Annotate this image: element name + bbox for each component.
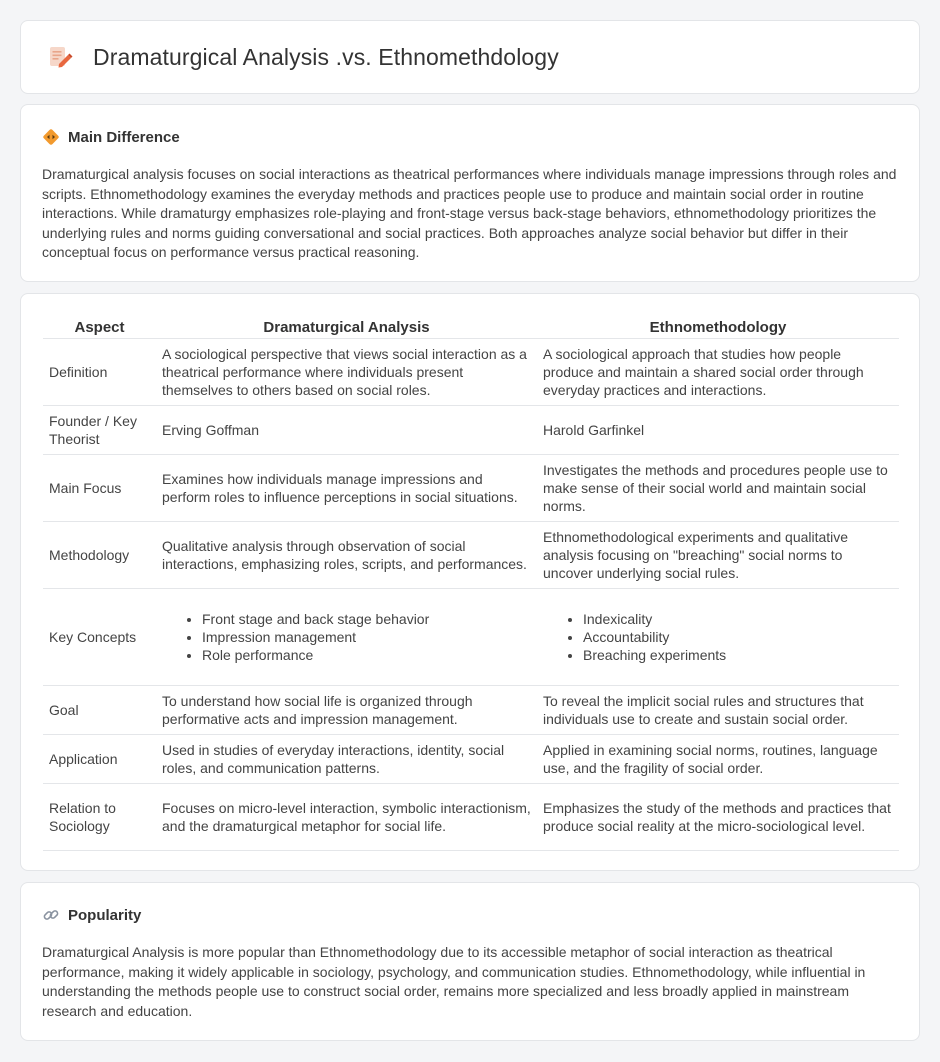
row-aspect: Goal — [43, 685, 156, 734]
popularity-section — [20, 882, 920, 1041]
main-difference-heading: Main Difference — [68, 128, 180, 146]
row-dramaturgical: Focuses on micro-level interaction, symbolic interactionism, and the dramaturgical metaphor for social life. — [156, 783, 537, 850]
row-aspect: Key Concepts — [43, 588, 156, 685]
row-ethnomethodology: A sociological approach that studies how people produce and maintain a shared social order through everyday practices and interactions. — [537, 338, 899, 405]
row-aspect: Definition — [43, 338, 156, 405]
header-ethnomethodology: Ethnomethodology — [649, 318, 787, 336]
list-item: • Role performance — [202, 646, 531, 664]
table-header-row — [43, 317, 899, 338]
row-aspect: Methodology — [43, 521, 156, 588]
row-aspect: Application — [43, 734, 156, 783]
row-dramaturgical: Used in studies of everyday interactions, identity, social roles, and communication patterns. — [156, 734, 537, 783]
header-aspect: Aspect — [74, 318, 125, 336]
header-dramaturgical: Dramaturgical Analysis — [263, 318, 430, 336]
document-pencil-icon — [47, 44, 73, 70]
row-ethnomethodology: To reveal the implicit social rules and structures that individuals use to create and sustain social order. — [537, 685, 899, 734]
row-dramaturgical: Qualitative analysis through observation of social interactions, emphasizing roles, scripts, and performances. — [156, 521, 537, 588]
row-ethnomethodology: Harold Garfinkel — [537, 405, 899, 454]
row-aspect: Founder / Key Theorist — [43, 405, 156, 454]
row-dramaturgical — [156, 588, 537, 685]
table-row — [43, 521, 899, 588]
list-item: • Front stage and back stage behavior — [202, 610, 531, 628]
link-icon — [42, 906, 60, 924]
row-ethnomethodology: Investigates the methods and procedures people use to make sense of their social world and maintain social norms. — [537, 454, 899, 521]
list-item: • Indexicality — [583, 610, 893, 628]
page-title: Dramaturgical Analysis .vs. Ethnomethdology — [93, 43, 559, 70]
row-ethnomethodology: Ethnomethodological experiments and qualitative analysis focusing on "breaching" social norms to uncover underlying social rules. — [537, 521, 899, 588]
list-item: • Breaching experiments — [583, 646, 893, 664]
list-item: • Impression management — [202, 628, 531, 646]
table-row — [43, 338, 899, 405]
popularity-text: Dramaturgical Analysis is more popular than Ethnomethodology due to its accessible metaphor of social interaction as theatrical performance, making it widely applicable in sociology, psychology, and communication studies. Ethnomethodology, while influential in understanding the methods people use to construct social order, remains more specialized and less broadly applied in mainstream research and education. — [42, 944, 866, 1019]
comparison-table — [43, 317, 899, 851]
table-row — [43, 685, 899, 734]
key-concepts-list-dramaturgical — [162, 610, 531, 664]
row-dramaturgical: Examines how individuals manage impressions and perform roles to influence perceptions in social situations. — [156, 454, 537, 521]
main-difference-section — [20, 104, 920, 282]
row-dramaturgical: Erving Goffman — [156, 405, 537, 454]
list-item: • Accountability — [583, 628, 893, 646]
row-ethnomethodology: Applied in examining social norms, routines, language use, and the fragility of social order. — [537, 734, 899, 783]
row-aspect: Main Focus — [43, 454, 156, 521]
row-ethnomethodology: Emphasizes the study of the methods and practices that produce social reality at the micro-sociological level. — [537, 783, 899, 850]
row-aspect: Relation to Sociology — [43, 783, 156, 850]
popularity-heading: Popularity — [68, 906, 142, 924]
comparison-section — [20, 293, 920, 871]
diamond-arrows-icon — [42, 128, 60, 146]
row-dramaturgical: To understand how social life is organized through performative acts and impression management. — [156, 685, 537, 734]
table-row — [43, 454, 899, 521]
key-concepts-list-ethnomethodology — [543, 610, 893, 664]
row-ethnomethodology — [537, 588, 899, 685]
row-dramaturgical: A sociological perspective that views social interaction as a theatrical performance where individuals present themselves to others based on social roles. — [156, 338, 537, 405]
main-difference-text: Dramaturgical analysis focuses on social interactions as theatrical performances where individuals manage impressions through roles and scripts. Ethnomethodology examines the everyday methods and practices people use to produce and maintain social order in routine interactions. While dramaturgy emphasizes role-playing and front-stage versus back-stage behaviors, ethnomethodology prioritizes the underlying rules and norms guiding conversational and social practices. Both approaches analyze social behavior but differ in their conceptual focus on performance versus practical reasoning. — [42, 166, 897, 260]
table-row — [43, 405, 899, 454]
table-row — [43, 783, 899, 850]
header-card — [20, 20, 920, 94]
table-row — [43, 734, 899, 783]
table-row — [43, 588, 899, 685]
